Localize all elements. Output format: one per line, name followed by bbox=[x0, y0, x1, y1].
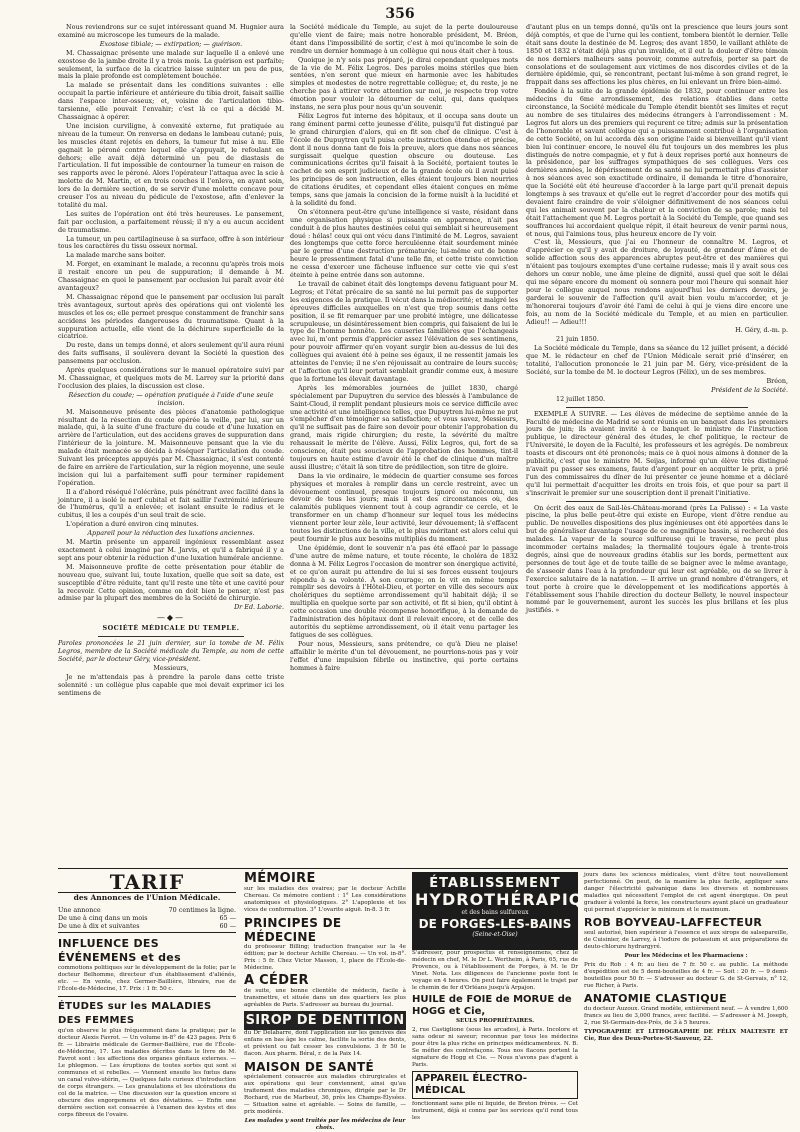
signature: H. Géry, d.-m. p. bbox=[735, 326, 788, 335]
ad-body: S'adresser, pour prospectus et renseignemens, chez le médecin en chef, M. le Dr L. Wertheim, à Paris, 65, rue de Provence, ou à l'établissement de Forges, à M. le Dr Vinet. Nota. Les diligences de l'ancienne poste font le voyage en 4 heures. On peut faire également le trajet par le chemin de fer d'Orléans jusqu'à Arpajon. bbox=[412, 950, 578, 991]
paragraph: On écrit des eaux de Sail-lès-Château-morand (près La Palisse) : « La vaste piscine, la plus belle peut-être qui existe en Europe, vient d'être rendue au public. De nouvelles dispositions des plus ingénieuses ont été apportées dans le but de généraliser davantage l'usage de ce magnifique bassin, si recherché des malades. La vapeur de la source sulfureuse qui le traverse, ne peut plus incommoder certains malades; la thermalité toujours égale à trente-trois degrés, ainsi que de nouveaux gradins établis sur les bords, permettent aux personnes de tout âge et de toute taille de se baigner avec le même avantage, de s'asseoir dans l'eau à la profondeur qui leur est agréable, ou de se livrer à l'exercice salutaire de la natation. — Il arrive un grand nombre d'étrangers, et tout porte à croire que le développement et les modifications apportés à l'établissement sous l'habile direction du docteur Bellety, le nouvel inspecteur nommé par le gouvernement, auront les succès les plus brillans et les plus justifiés. » bbox=[526, 503, 788, 615]
ad-title: MÉMOIRE bbox=[244, 871, 316, 886]
column-2 bbox=[290, 24, 518, 864]
paragraph: M. Chassaignac présente une malade sur laquelle il a enlevé une exostose de la jambe droite il y a trois mois. La guérison est parfaite; seulement, la surface de la cicatrice laisse suinter un peu de pus, mais la plaie profonde est complètement bouchée. bbox=[58, 48, 284, 81]
ad-title: INFLUENCE DES ÉVÉNEMENS et des bbox=[58, 937, 181, 964]
paragraph: Félix Legros fut interne des hôpitaux, et il occupa sans doute un rang éminent parmi cette jeunesse d'élite, puisqu'il fut distingué par le grand chirurgien d'alors, qui en fit son chef de clinique. C'est à l'école de Dupuytren qu'il puisa cette instruction étendue et précise, dont il nous donna tant de fois la preuve, alors que dans nos séances surgissait quelque question obscure ou douteuse. Les communications écrites qu'il faisait à la Société, portaient toutes le cachet de son esprit judicieux et de la grande école où il avait puisé les principes de son instruction, elles étaient toujours bien nourries de citations érudites, et cependant elles étaient conçues en même temps, sans que jamais la concision de la forme nuisît à la lucidité et à la solidité du fond. bbox=[290, 111, 518, 207]
signature: Dr Ed. Laborie. bbox=[234, 603, 284, 612]
paragraph: La Société médicale du Temple, dans sa séance du 12 juillet présent, a décidé que M. le rédacteur en chef de l'Union Médicale serait prié d'insérer, en totalité, l'allocution prononcée le 21 juin par M. Géry, vice-président de la Société, sur la tombe de M. le docteur Legros (Félix), un de ses membres. bbox=[526, 344, 788, 376]
tarif-subtitle: des Annonces de l'Union Médicale. bbox=[73, 893, 221, 902]
paragraph: la Société médicale du Temple, au sujet de la perte douloureuse qu'elle vient de faire; mais notre honorable président, M. Bréon, étant dans l'impossibilité de sortir, c'est à moi qu'incombe le soin de rendre un dernier hommage à un collègue qui nous était cher à tous. bbox=[290, 23, 518, 55]
section-heading: Exostose tibiale; — extirpation; — guérison. bbox=[99, 39, 243, 48]
paragraph: Nous reviendrons sur ce sujet intéressant quand M. Hugnier aura examiné au microscope les tumeurs de la malade. bbox=[58, 23, 284, 39]
ads-column-3 bbox=[412, 872, 610, 1121]
paragraph: Je ne m'attendais pas à prendre la parole dans cette triste solennité : un collègue plus capable que moi devait exprimer ici les sentimens de bbox=[58, 672, 284, 697]
tarif-row: De une à cinq dans un mois 65 — bbox=[58, 914, 236, 922]
paragraph: Fondée à la suite de la grande épidémie de 1832, pour continuer entre les médecins du 6me arrondissement, des relations établies dans cette circonstance, la Société médicale du Temple étendit bientôt ses limites et reçut au nombre de ses titulaires des médecins étrangers à l'arrondissement : M. Legros fut alors un des premiers qui reçurent ce titre; admis sur la présentation de l'honorable et savant collègue qui a puissamment contribué à l'organisation de cette Société, on lui accorda dès son origine l'aide si bienveillant qu'il vient bien lui continuer encore, le nouvel élu fut toujours un des membres les plus distingués de notre compagnie, et y fut à deux reprises porté aux honneurs de la présidence, par les suffrages sympathiques de ses collègues. Vers ces dernières années, le dépérissement de sa santé ne lui permettait plus d'assister à nos séances avec son exactitude ordinaire, il demanda le titre d'honoraire, que la Société eût été heureuse d'accorder à la large part qu'il prenait depuis longtemps à ses travaux et qu'elle eut le regret d'accorder pour des motifs qui devaient faire craindre de voir s'éloigner définitivement de nos séances celui qui les animait souvent par la chaleur et la conviction de sa parole; mais tel était l'attachement que M. Legros portait à la Société du Temple, que quand ses souffrances lui accordaient quelque répit, il était heureux de venir parmi nous, et nous, qui l'aimions tous, plus heureux encore de l'y voir. bbox=[526, 87, 788, 238]
tarif-title: TARIF bbox=[58, 872, 236, 893]
paragraph: Une incision curviligne, à convexité externe, fut pratiquée au niveau de la tumeur. On renversa en dedans le lambeau cutané; puis, les muscles étant rejetés en dehors, la tumeur fut mise à nu. Elle gagnait le péroné contre lequel elle s'appuyait, le refoulant en dehors; elle avait déjà déterminé un peu de diastasis de l'articulation. Il fut impossible de contourner la tumeur en raison de ses rapports avec le péroné. Alors l'opérateur l'attaqua avec la scie à molette de M. Martin, et en trois couches il l'enleva, en ayant soin, lors de la dernière section, de se servir d'une molette concave pour creuser l'os au niveau du pédicule de l'exostose, afin d'enlever la totalité du mal. bbox=[58, 121, 284, 209]
ad-body: qu'on observe le plus fréquemment dans la pratique; par le docteur Alexis Favrot. — Un volume in-8° de 423 pages. Prix 6 fr. — Librairie médicale de Germer-Baillière, rue de l'École-de-Médecine, 17. Les maladies décrites dans le livre de M. Favrot sont : les affections des organes génitaux externes. — Le phlegmon. — Les éruptions de toutes sortes qui sont si communes et si rebelles. — Viennent ensuite les fœtus dans un canal vulvo-utérin, — Quelques faits curieux d'introduction de corps étrangers. — Les granulations et les ulcérations du col de la matrice. — Une discussion sur la question encore si obscure des engorgemens et des déviations. — Enfin une dernière section est consacrée à l'examen des kystes et des corps fibreux de l'ovaire. bbox=[58, 1028, 236, 1118]
ad-banner: SIROP DE DENTITION bbox=[245, 1013, 405, 1028]
paragraph: C'est là, Messieurs, que j'ai eu l'honneur de connaître M. Legros, et d'apprécier ce qu'il y avait de droiture, de loyauté, de grandeur d'âme et de solide affection sous des apparences abruptes peut-être et des manières qui n'étaient pas toujours exemptes d'une certaine rudesse; mais il y avait sous ces dehors un cœur noble, une âme pleine de dignité, aussi quel que soit le délai qui me sépare encore du moment où sonnera pour moi l'heure qui sonnait hier pour le collègue auquel nous rendons aujourd'hui les derniers devoirs, je garderai le souvenir de l'affection qu'il avait bien voulu m'accorder, et je m'honorerai toujours d'avoir été l'ami de celui à qui je viens dire encore une fois, au nom de la Société médicale du Temple, et au mien en particulier. Adieu!! — Adieu!!! bbox=[526, 238, 788, 326]
ad-subtitle: SEULS PROPRIÉTAIRES. bbox=[455, 1018, 535, 1024]
paragraph: Les suites de l'opération ont été très heureuses. Le pansement, fait par occlusion, a parfaitement réussi; il n'y a eu aucun accident de traumatisme. bbox=[58, 209, 284, 234]
printer-imprint: TYPOGRAPHIE ET LITHOGRAPHIE DE FÉLIX MALTESTE ET Cie, Rue des Deux-Portes-St-Sauveur, 22. bbox=[584, 1029, 788, 1042]
paragraph: Après quelques considérations sur le manuel opératoire suivi par M. Chassaignac, et quelques mots de M. Larrey sur la priorité dans l'occlusion des plaies, la discussion est close. bbox=[58, 366, 284, 390]
date: 21 juin 1850. bbox=[556, 335, 599, 344]
page-number: 356 bbox=[385, 6, 415, 22]
paragraph: La malade marche sans boiter. bbox=[66, 251, 166, 260]
paragraph: M. Maisonneuve présente des pièces d'anatomie pathologique résultant de la résection du coude opérée la veille, par lui, sur un malade, qui, à la suite d'une fracture du coude et d'une luxation en arrière de l'articulation, eut des accidens graves de suppuration dans l'intérieur de la jointure. M. Maisonneuve pensant que la vie du malade était menacée se décida à réséquer l'articulation du coude. Suivant les préceptes appuyés par M. Chassaignac, il s'est contenté de faire en arrière de l'articulation, sur la région moyenne, une seule incision qui lui a parfaitement suffi pour terminer rapidement l'opération. bbox=[58, 407, 285, 487]
ad-title: MAISON DE SANTÉ bbox=[244, 1060, 374, 1074]
ad-title: PRINCIPES DE MÉDECINE bbox=[244, 916, 342, 944]
tarif-row: De une à dix et suivantes 60 — bbox=[58, 922, 236, 933]
paragraph: M. Martin présente un appareil ingénieux ressemblant assez exactement à celui imaginé par M. Jarvis, et qu'il a fabriqué il y a sept ans pour obtenir la réduction d'une luxation humérale ancienne. bbox=[58, 538, 284, 562]
ad-body: du docteur Auzoux. Grand modèle, entièrement neuf. — À vendre 1,600 francs au lieu de 3,000 francs, avec facilité. — S'adresser à M. Joseph, 2, rue St-Germain-des-Prés, de 3 à 5 heures. bbox=[584, 1006, 788, 1026]
ad-title: A CÉDER bbox=[244, 973, 309, 988]
section-heading: SOCIÉTÉ MÉDICALE DU TEMPLE. bbox=[102, 624, 240, 633]
ad-body: du professeur Billing; traduction française sur la 4e édition; par le docteur Achille Chereau. — Un vol. in-8°. Prix : 5 fr. Chez Victor Masson, 1, place de l'École-de-Médecine. bbox=[244, 944, 406, 971]
section-rule bbox=[58, 868, 788, 869]
ad-title: ROB BOYVEAU-LAFFECTEUR bbox=[584, 916, 763, 929]
paragraph: M. Forget, en examinant le malade, a reconnu qu'après trois mois il restait encore un peu de suppuration; il demande à M. Chassaignac en quoi le pansement par occlusion lui paraît avoir été avantageux? bbox=[58, 260, 284, 292]
ad-body: du Dr Delabarre, dont l'application sur les gencives des enfans en bas âge les calme, facilite la sortie des dents, et prévient ou fait cesser les convulsions. 3 fr 50 le flacon. Aux pharm. Béral, r. de la Paix 14. bbox=[244, 1030, 406, 1057]
paragraph: On s'étonnera peut-être qu'une intelligence si vaste, résidant dans une organisation physique si puissante en apparence, n'ait pas conduit à de plus hautes destinées celui qui semblait si heureusement doué : hélas! ceux qui ont vécu dans l'intimité de M. Legros, savaient des longtemps que cette force herculéenne était sourdement minée par le germe d'une destruction prématurée; lui-même eut de bonne heure le pressentiment fatal d'une telle fin, et cette triste conviction ne cessa d'exercer une fâcheuse influence sur cette vie qui s'est éteinte à peine entrée dans son automne. bbox=[290, 207, 518, 280]
section-heading: Appareil pour la réduction des luxations anciennes. bbox=[87, 529, 255, 538]
paragraph: La tumeur, un peu cartilagineuse à sa surface, offre à son intérieur tous les caractères du tissu osseux normal. bbox=[58, 234, 284, 251]
paragraph: Dans la vie ordinaire, le médecin de quartier consume ses forces physiques et morales à remplir dans un cercle restreint, avec un dévouement continuel, presque toujours ignoré ou méconnu, un devoir de tous les jours; mais il est des circonstances où, des calamités publiques viennent tout à coup agrandir ce cercle, et le transformer en un champ d'honneur sur lequel tous les médecins viennent porter leur zèle, leur activité, leur dévouement; là s'effacent toutes les distinctions de la ville, et le plus méritant est alors celui qui peut fournir le plus aux besoins multipliés du moment. bbox=[290, 471, 518, 543]
ad-body: jours dans les sciences médicales, vient d'être tout nouvellement perfectionné. On peut, de la manière la plus facile, appliquer sans danger l'électricité galvanique dans les diverses et nombreuses maladies qui nécessitent l'emploi de cet agent énergique. On peut graduer à volonté la force, les constructeurs ayant placé un graduateur qui permet d'apprécier le minimum et le maximum. bbox=[584, 872, 788, 913]
paragraph: Une épidémie, dont le souvenir n'a pas été effacé par le passage d'une autre de même nature, et toute récente, le choléra de 1832 donna à M. Félix Legros l'occasion de montrer son énergique activité, et ce qu'on aurait pu attendre de lui si ses forces eussent toujours répondu à sa volonté. À son courage; on le vit en même temps remplir ses devoirs à l'Hôtel-Dieu, et porter en ville des secours aux cholériques du septième arrondissement qu'il habitait déjà; il se multiplia en quelque sorte par son activité, et fit si bien, qu'il obtint à cette occasion une double récompense honorifique, à la demande de l'administration des hôpitaux dont il relevait encore, et de celle des autorités du septième arrondissement, où il était venu partager les fatigues de ses collègues. bbox=[290, 543, 518, 639]
ad-body: sur les maladies des ovaires; par le docteur Achille Chereau. Ce mémoire contient : 1° Les considérations anatomiques et physiologiques. 2° L'apoplexie et les vices de conformation. 3° L'ovarite aiguë. In-8. 3 fr. bbox=[244, 886, 406, 913]
ads-column-2 bbox=[244, 871, 406, 1131]
paragraph: Quoique je n'y sois pas préparé, je dirai cependant quelques mots de la vie de M. Félix Legros. Des paroles moins stériles que bien sentées, n'en seront que mieux en harmonie avec les habitudes simples et modestes de notre regrettable collègue; et, du reste, je ne cherche pas à attirer votre attention sur moi, je respecte trop votre émotion pour vouloir la détourner de celui, qui, dans quelques instans, ne sera plus pour nous qu'un souvenir. bbox=[290, 55, 518, 112]
paragraph: M. Maisonneuve profite de cette présentation pour établir de nouveau que, suivant lui, toute luxation, quelle que soit sa date, est susceptible d'être réduite, tant qu'il reste une tête et une cavité pour la recevoir. Cette opinion, comme on doit bien le penser, n'est pas admise par la plupart des membres de la Société de chirurgie. bbox=[58, 562, 284, 603]
ad-body: 2, rue Castiglione (sous les arcades), à Paris. Incolore et sans odeur ni saveur; reconnue par tous les médecins pour être la plus riche en principes médicamenteux. N. B. Se méfier des contrefaçons. Tous nos flacons portent la signature de Hogg et Cie. — Nous n'avons pas d'agent à Paris. bbox=[412, 1027, 578, 1068]
etablissement-banner: ÉTABLISSEMENT HYDROTHÉRAPIQUE et des bains sulfureux DE FORGES-LES-BAINS (Seine-et-Oise) bbox=[412, 872, 578, 950]
paragraph: La malade se présentait dans les conditions suivantes : elle occupait la partie inférieure et antérieure du tibia droit, faisait saillie dans l'espace inter-osseux; et, voisine de l'articulation tibio-tarsienne, elle pouvait l'envahir; c'est là ce qui a décidé M. Chassaignac à opérer. bbox=[58, 81, 284, 121]
paragraph: Le travail de cabinet était dès longtemps devenu fatiguant pour M. Legros; et l'état précaire de sa santé ne lui permit pas de supporter les exigences de la pratique. Il vécut dans la médiocrité; et malgré les épreuves difficiles auxquelles on n'est que trop soumis dans cette position, il se fit remarquer par une probité intègre, une délicatesse scrupuleuse, un désintéressement bien compris, qui faisaient de lui le type de l'homme honnête. Les causeries familières que l'échangeais avec lui, m'ont permis d'apprécier assez l'élévation de ses sentimens, pour pouvoir affirmer qu'en voyant surgir bien au-dessus de lui des collègues qui avaient été à peine ses égaux, il ne ressentit jamais les atteintes de l'envie; il ne s'en réjouissait au contraire de leurs succès; et l'affection qu'il leur portait semblait grandir comme eux, à mesure que la fortune les élevait davantage. bbox=[290, 280, 518, 383]
divider bbox=[566, 407, 748, 408]
ads-column-1 bbox=[58, 870, 236, 1118]
divider bbox=[98, 636, 244, 637]
ad-title: APPAREIL ÉLECTRO-MÉDICAL bbox=[412, 1071, 578, 1099]
signature: Bréon, bbox=[766, 376, 788, 385]
section-heading: Résection du coude; — opération pratiquée à l'aide d'une seule incision. bbox=[68, 390, 274, 407]
tarif-row: Une annonce 70 centimes la ligne. bbox=[58, 906, 236, 914]
paragraph: M. Chassaignac répond que le pansement par occlusion lui paraît très avantageux, surtout après des opérations qui ont violenté les muscles et les os; elle permet presque constamment de franchir sans accidens les périodes dangereuses du traumatisme. Quant à la suppuration actuelle, elle vient de la déchirure superficielle de la cicatrice. bbox=[58, 292, 284, 341]
ad-title: ÉTUDES sur les MALADIES DES FEMMES bbox=[58, 1001, 212, 1026]
ad-title: HUILE de FOIE de MORUE de HOGG et Cie, bbox=[412, 994, 572, 1017]
signature-title: Président de la Société. bbox=[711, 385, 788, 394]
ad-body: Prix du Rob : 4 fr. au lieu de 7 fr. 50 c. au public. La méthode d'expédition est de 5 demi-bouteilles de 4 fr. — Soit : 20 fr. — 9 demi-bouteilles pour 50 fr. — S'adresser au docteur G. de St-Gervais, n° 12, rue Richer, à Paris. bbox=[584, 962, 788, 989]
column-3 bbox=[526, 24, 788, 869]
paragraph: Du reste, dans un temps donné, et alors seulement qu'il aura réuni des faits suffisans, il soulèvera devant la Société la question des pansemens par occlusion. bbox=[58, 341, 284, 366]
paragraph: Il a d'abord réséqué l'olécrâne, puis pénétrant avec facilité dans la jointure, il a isolé le nerf cubital et fait saillir l'extrémité inférieure de l'humérus, qu'il a enlevée; et isolant ensuite le radius et le cubitus, il les a coupés d'un seul trait de scie. bbox=[58, 487, 284, 520]
salutation: Messieurs, bbox=[153, 663, 189, 672]
ad-body: fonctionnant sans pile ni liquide, de Breton frères. — Cet instrument, déjà si connu par les services qu'il rend tous les bbox=[412, 1101, 578, 1121]
paragraph: EXEMPLE À SUIVRE. — Les élèves de médecine de septième année de la Faculté de médecine de Madrid se sont réunis en un banquet dans les premiers jours de juin; ils avaient invité à ce banquet le ministre de l'instruction publique, le directeur général des études, le chef politique, le recteur de l'Université, le doyen de la Faculté, les professeurs et les agrégés. De nombreux toasts et discours ont été prononcés; mais ce à quoi nous aimons à donner de la publicité, c'est que le ministre M. Seijas, informé qu'un élève très distingué n'avait pu passer ses examens, faute d'argent pour en acquitter le prix, a prié l'un des commissaires du dîner de lui présenter ce jeune homme et a déclaré qu'il lui permettait d'acquitter les droits en trois fois, et que pour sa part il s'inscrivait le premier sur une souscription dont il prenait l'initiative. bbox=[526, 409, 788, 497]
paragraph: d'autant plus en un temps donné, qu'ils ont la prescience que leurs jours sont déjà comptés, et que de l'urne qui les contient, tombera bientôt le dernier. Telle était sans doute la destinée de M. Legros; des avant 1850, le vaillant athlète de 1850 et 1832 n'était déjà plus qu'un invalide, et il eut la douleur d'être témoin de nos derniers malheurs sans pouvoir, comme autrefois, porter sa part de consolations et de soulagement aux victimes de nos discordes civiles et de la dernière épidémie, qui, se rencontrant, pectant lui-même à son grand regret, le frappait dans ses affections les plus chères, en lui enlevant un frère bien-aimé. bbox=[526, 23, 788, 87]
ads-column-4 bbox=[584, 872, 788, 1112]
ad-body: de suite, une bonne clientèle de médecin, facile à transmettre, et située dans un des quartiers les plus agréables de Paris. S'adresser au bureau du journal. bbox=[244, 988, 406, 1008]
paragraph: Après les mémorables journées de juillet 1830, chargé spécialement par Dupuytren du service des blessés à l'ambulance de Saint-Cloud, il remplit pendant plusieurs mois ce service difficile avec une activité et une intelligence telles, que Dupuytren lui-même ne put s'empêcher d'en témoigner sa satisfaction; et vous savez, Messieurs, qu'il ne suffisait pas de faire son devoir pour obtenir l'approbation du grand, mais rigide chirurgien; du reste, la sévérité du maître rehaussait le mérite de l'élève. Aussi, Félix Legros, qui, fort de sa conscience, était peu soucieux de l'approbation des hommes, tint-il toujours en haute estime d'avoir été le chef de clinique d'un maître aussi illustre; c'était là son titre de prédilection, son titre de gloire. bbox=[290, 383, 518, 471]
paragraph: Pour nous, Messieurs, sans prétendre, ce qu'à Dieu ne plaise! affaiblir le mérite d'un tel dévouement, ne pourrions-nous pas y voir l'effet d'une impulsion fébrile ou instinctive, qui porte certains hommes à faire bbox=[290, 639, 518, 672]
divider bbox=[566, 501, 748, 502]
ad-body: commotions politiques sur le développement de la folie; par le docteur Belhomme, directeur d'un établissement d'aliénés, etc. — En vente, chez Germer-Baillière, libraire, rue de l'École-de-Médecine, 17. Prix : 1 fr. 50 c. bbox=[58, 965, 236, 992]
ad-note: Les malades y sont traités par les médecins de leur choix. bbox=[244, 1118, 406, 1131]
column-1 bbox=[58, 24, 284, 864]
ad-title: ANATOMIE CLASTIQUE bbox=[584, 992, 727, 1005]
paragraph: L'opération a duré environ cinq minutes. bbox=[66, 520, 199, 529]
ad-body: spécialement consacrée aux maladies chirurgicales et aux opérations qui leur conviennent, ainsi qu'au traitement des maladies chroniques, dirigée par le Dr Rochard, rue de Marbeuf, 36, près les Champs-Élysées. — Situation saine et agréable. — Soins de famille, — prix modérés. bbox=[244, 1074, 406, 1115]
date: 12 juillet 1850. bbox=[556, 394, 606, 403]
ad-body: seul autorisé, bien supérieur à l'essence et aux sirops de salsepareille, de Cuisinier, de Larrey, à l'iodure de potassium et aux préparations de deuto-chlorure hydrargyré. bbox=[584, 930, 788, 950]
subtitle: Paroles prononcées le 21 juin dernier, sur la tombe de M. Félix Legros, membre de la Société médicale du Temple, au nom de cette Société, par le docteur Géry, vice-président. bbox=[58, 639, 284, 663]
ad-subtitle: Pour les Médecins et les Pharmaciens : bbox=[624, 953, 748, 959]
ornament-divider: —◆— bbox=[156, 613, 186, 623]
